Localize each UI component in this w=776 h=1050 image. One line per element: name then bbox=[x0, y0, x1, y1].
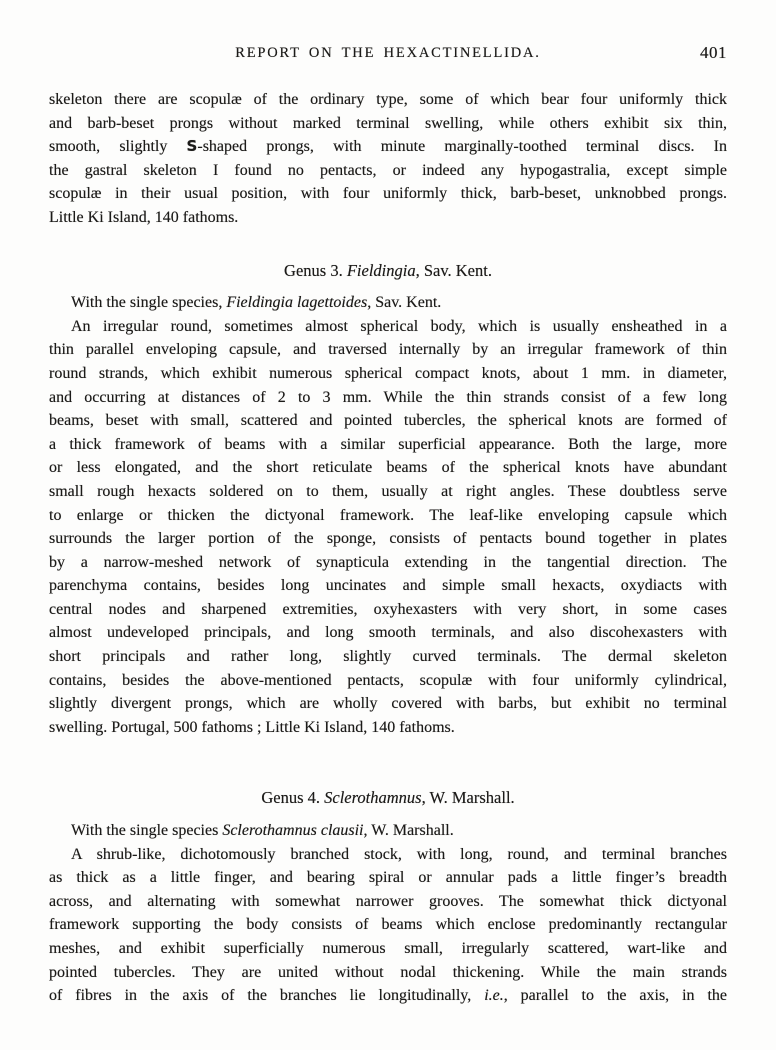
paragraph-skeleton-line-4: the gastral skeleton I found no pentacts, or indeed any hypogastralia, except simple bbox=[49, 161, 727, 179]
paragraph-fieldingia-species bbox=[49, 291, 727, 315]
paragraph-fieldingia-description-line-1: An irregular round, sometimes almost spherical body, which is usually ensheathed in a bbox=[71, 317, 727, 335]
heading-genus-3 bbox=[49, 259, 727, 283]
paragraph-fieldingia-species-line-1 bbox=[49, 291, 727, 315]
text-segment: With the single species, bbox=[71, 294, 227, 312]
paragraph-sclerothamnus-species-line-1 bbox=[49, 819, 727, 843]
paragraph-fieldingia-description-line-6: a thick framework of beams with a similar superficial appearance. Both the large, more bbox=[49, 435, 727, 453]
paragraph-fieldingia-description-line-14: almost undeveloped principals, and long smooth terminals, and also discohexasters with bbox=[49, 624, 727, 642]
paragraph-sclerothamnus-description-line-6: pointed tubercles. They are united without nodal thickening. While the main strands bbox=[49, 963, 727, 981]
paragraph-sclerothamnus-description-line-7 bbox=[49, 984, 727, 1008]
text-segment: Genus 3. bbox=[284, 260, 347, 280]
italic-text-segment: i.e. bbox=[484, 987, 504, 1005]
paragraph-fieldingia-description-line-5: beams, beset with small, scattered and pointed tubercles, the spherical knots are formed of bbox=[49, 412, 727, 430]
paragraph-fieldingia-description-line-2: thin parallel enveloping capsule, and traversed internally by an irregular framework of thin bbox=[49, 341, 727, 359]
running-header bbox=[49, 0, 727, 67]
paragraph-fieldingia-description-line-8: small rough hexacts soldered on to them, usually at right angles. These doubtless serve bbox=[49, 482, 727, 500]
running-header-title: REPORT ON THE HEXACTINELLIDA. bbox=[235, 45, 541, 61]
paragraph-sclerothamnus-description-line-2: as thick as a little finger, and bearing spiral or annular pads a little finger’s breadth bbox=[49, 869, 727, 887]
paragraph-fieldingia-description-line-3: round strands, which exhibit numerous spherical compact knots, about 1 mm. in diameter, bbox=[49, 364, 727, 382]
paragraph-fieldingia-description-line-9: to enlarge or thicken the dictyonal framework. The leaf-like enveloping capsule which bbox=[49, 506, 727, 524]
paragraph-sclerothamnus-description-line-4: framework supporting the body consists of beams which enclose predominantly rectangular bbox=[49, 916, 727, 934]
text-segment: , Sav. Kent. bbox=[415, 260, 492, 280]
page-number: 401 bbox=[700, 43, 727, 62]
paragraph-sclerothamnus-description bbox=[49, 843, 727, 1008]
paragraph-fieldingia-description-line-16: contains, besides the above-mentioned pentacts, scopulæ with four uniformly cylindrical, bbox=[49, 671, 727, 689]
paragraph-fieldingia-description-line-7: or less elongated, and the short reticulate beams of the spherical knots have abundant bbox=[49, 459, 727, 477]
paragraph-fieldingia-description-line-17: slightly divergent prongs, which are wholly covered with barbs, but exhibit no terminal bbox=[49, 695, 727, 713]
paragraph-sclerothamnus-description-line-5: meshes, and exhibit superficially numerous small, irregularly scattered, wart-like and bbox=[49, 940, 727, 957]
paragraph-skeleton bbox=[49, 88, 727, 230]
paragraph-skeleton-line-1: skeleton there are scopulæ of the ordinary type, some of which bear four uniformly thick bbox=[49, 91, 727, 108]
paragraph-fieldingia-description bbox=[49, 315, 727, 740]
text-column bbox=[49, 88, 727, 1008]
paragraph-skeleton-line-5: scopulæ in their usual position, with four uniformly thick, barb-beset, unknobbed prongs. bbox=[49, 185, 727, 203]
paragraph-fieldingia-description-line-13: central nodes and sharpened extremities, oxyhexasters with very short, in some cases bbox=[49, 600, 727, 618]
text-segment: Genus 4. bbox=[261, 788, 325, 808]
paragraph-sclerothamnus-description-line-1: A shrub-like, dichotomously branched stock, with long, round, and terminal branches bbox=[71, 845, 727, 863]
text-segment: of fibres in the axis of the branches lie longitudinally, bbox=[49, 987, 485, 1005]
text-segment: , parallel to the axis, in the bbox=[503, 987, 728, 1005]
paragraph-fieldingia-description-line-18: swelling. Portugal, 500 fathoms ; Little Ki Island, 140 fathoms. bbox=[49, 718, 455, 736]
text-segment: smooth, slightly bbox=[49, 138, 187, 156]
text-segment: , Sav. Kent. bbox=[367, 294, 442, 312]
paragraph-fieldingia-description-line-10: surrounds the larger portion of the sponge, consists of pentacts bound together in plates bbox=[49, 530, 727, 548]
paragraph-sclerothamnus-description-line-3: across, and alternating with somewhat narrower grooves. The somewhat thick dictyonal bbox=[49, 892, 727, 910]
paragraph-fieldingia-description-line-11: by a narrow-meshed network of synapticula extending in the tangential direction. The bbox=[49, 553, 727, 571]
text-segment: , W. Marshall. bbox=[421, 788, 515, 808]
paragraph-fieldingia-description-line-4: and occurring at distances of 2 to 3 mm. While the thin strands consist of a few long bbox=[49, 388, 727, 406]
text-segment: -shaped prongs, with minute marginally-toothed terminal discs. In bbox=[197, 138, 727, 156]
italic-text-segment: Fieldingia lagettoides bbox=[226, 294, 368, 312]
italic-text-segment: Sclerothamnus bbox=[324, 788, 422, 808]
italic-text-segment: Fieldingia bbox=[346, 260, 416, 280]
italic-text-segment: Sclerothamnus clausii bbox=[222, 822, 364, 840]
paragraph-skeleton-line-6: Little Ki Island, 140 fathoms. bbox=[49, 208, 239, 226]
heading-genus-4 bbox=[49, 786, 727, 810]
paragraph-skeleton-line-3 bbox=[49, 135, 727, 159]
paragraph-sclerothamnus-species bbox=[49, 819, 727, 843]
paragraph-fieldingia-description-line-15: short principals and rather long, slightly curved terminals. The dermal skeleton bbox=[49, 648, 727, 666]
text-segment: S bbox=[186, 137, 198, 156]
paragraph-skeleton-line-2: and barb-beset prongs without marked terminal swelling, while others exhibit six thin, bbox=[49, 114, 727, 132]
text-segment: With the single species bbox=[71, 822, 223, 840]
paragraph-fieldingia-description-line-12: parenchyma contains, besides long uncinates and simple small hexacts, oxydiacts with bbox=[49, 577, 727, 595]
text-segment: , W. Marshall. bbox=[363, 822, 454, 840]
